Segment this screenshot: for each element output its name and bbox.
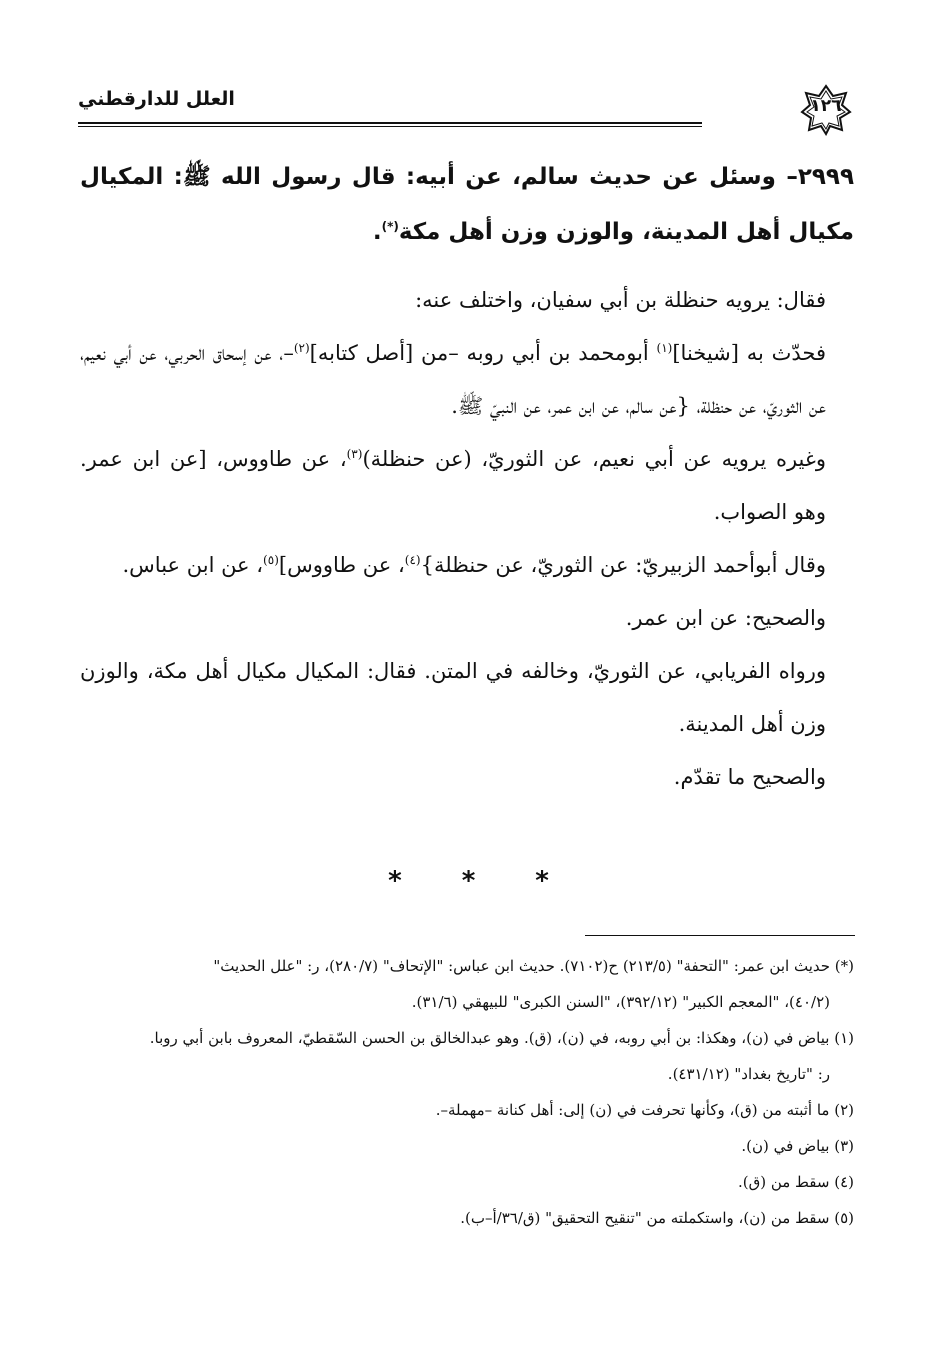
- page-number: ١٢٦: [810, 96, 842, 116]
- paragraph-text: والصحيح ما تقدّم.: [673, 765, 826, 789]
- footnote-2: [80, 1092, 854, 1128]
- paragraph-text: ، عن طاووس]: [278, 553, 405, 577]
- footnote-5: [80, 1200, 854, 1236]
- paragraph-4: [80, 539, 854, 592]
- section-separator: [0, 866, 937, 896]
- question-heading: [80, 150, 854, 260]
- footnote-marker: (٣): [346, 447, 363, 461]
- footnote-text: (*) حديث ابن عمر: "التحفة" (٢١٣/٥) ح(٧١٠٢). حديث ابن عباس: "الإتحاف" (٢٨٠/٧)، ر: "علل الحديث": [213, 957, 854, 975]
- paragraph-text: فقال: يرويه حنظلة بن أبي سفيان، واختلف عنه:: [415, 288, 826, 312]
- footnote-text: (٤) سقط من (ق).: [737, 1173, 854, 1191]
- paragraph-text: فحدّث به [شيخنا]: [672, 341, 827, 365]
- paragraph-text: وغيره يرويه عن أبي نعيم، عن الثوريّ، (عن حنظلة): [362, 447, 826, 471]
- paragraph-text: ، عن طاووس، [عن ابن عمر. وهو الصواب.: [80, 447, 826, 524]
- footnote-text: (٤٠/٢)، "المعجم الكبير" (٣٩٢/١٢)، "السنن الكبرى" للبيهقي (٣١/٦).: [411, 993, 830, 1011]
- paragraph-1: [80, 274, 854, 327]
- footnote-3: [80, 1128, 854, 1164]
- footnote-text: (١) بياض في (ن)، وهكذا: بن أبي روبه، في (ن)، (ق). وهو عبدالخالق بن الحسن السّقطيّ، المعروف بابن أبي روبا.: [149, 1029, 854, 1047]
- footnote-1-continued: [80, 1056, 854, 1092]
- header-rule: [78, 122, 702, 124]
- paragraph-2: [80, 327, 854, 433]
- footnote-text: (٢) ما أثبته من (ق)، وكأنها تحرفت في (ن) إلى: أهل كنانة –مهملة–.: [435, 1101, 854, 1119]
- footnote-1: [80, 1020, 854, 1056]
- footnote-marker: (١): [656, 341, 673, 355]
- question-text: – وسئل عن حديث سالم، عن أبيه: قال رسول الله ﷺ: المكيال مكيال أهل المدينة، والوزن وزن أهل مكة: [80, 164, 854, 245]
- paragraph-5: [80, 592, 854, 645]
- question-number: ٢٩٩٩: [797, 164, 854, 190]
- footnote-marker: (٥): [263, 553, 279, 567]
- paragraph-6: [80, 645, 854, 751]
- separator-star: *: [388, 866, 402, 896]
- paragraph-3: [80, 433, 854, 539]
- paragraph-text: وقال أبوأحمد الزبيريّ: عن الثوريّ، عن حنظلة}: [420, 553, 826, 577]
- separator-star: *: [461, 866, 476, 896]
- paragraph-text: أبومحمد بن أبي روبه –من [أصل كتابه]: [309, 341, 657, 365]
- paragraph-text: ، عن ابن عباس.: [122, 553, 264, 577]
- footnote-marker: (٢): [293, 341, 310, 355]
- footnote-marker: (٤): [404, 553, 421, 567]
- main-text: [80, 150, 854, 804]
- question-end: .: [372, 219, 382, 245]
- header-rule-thin: [78, 126, 702, 127]
- footnote-rule: [585, 935, 855, 936]
- paragraph-7: [80, 751, 854, 804]
- book-title: العلل للدارقطني: [78, 88, 235, 110]
- footnote-text: (٣) بياض في (ن).: [741, 1137, 854, 1155]
- footnote-star: [80, 948, 854, 984]
- footnote-marker: (*): [381, 219, 399, 234]
- footnotes: [80, 948, 854, 1236]
- separator-star: *: [535, 866, 549, 896]
- footnote-4: [80, 1164, 854, 1200]
- footnote-text: (٥) سقط من (ن)، واستكملته من "تنقيح التحقيق" (ق/٣٦/أ–ب).: [460, 1209, 854, 1227]
- paragraph-text: –، عن إسحاق الحربي، عن أبي نعيم، عن الثوريّ، عن حنظلة، {عن سالم، عن ابن عمر، عن النبيّ ﷺ.: [80, 341, 826, 418]
- footnote-text: ر: "تاريخ بغداد" (٤٣١/١٢).: [667, 1065, 830, 1083]
- footnote-star-continued: [80, 984, 854, 1020]
- paragraph-text: والصحيح: عن ابن عمر.: [625, 606, 826, 630]
- paragraph-text: ورواه الفريابي، عن الثوريّ، وخالفه في المتن. فقال: المكيال مكيال أهل مكة، والوزن وزن أهل المدينة.: [80, 659, 826, 736]
- running-header: [78, 84, 852, 132]
